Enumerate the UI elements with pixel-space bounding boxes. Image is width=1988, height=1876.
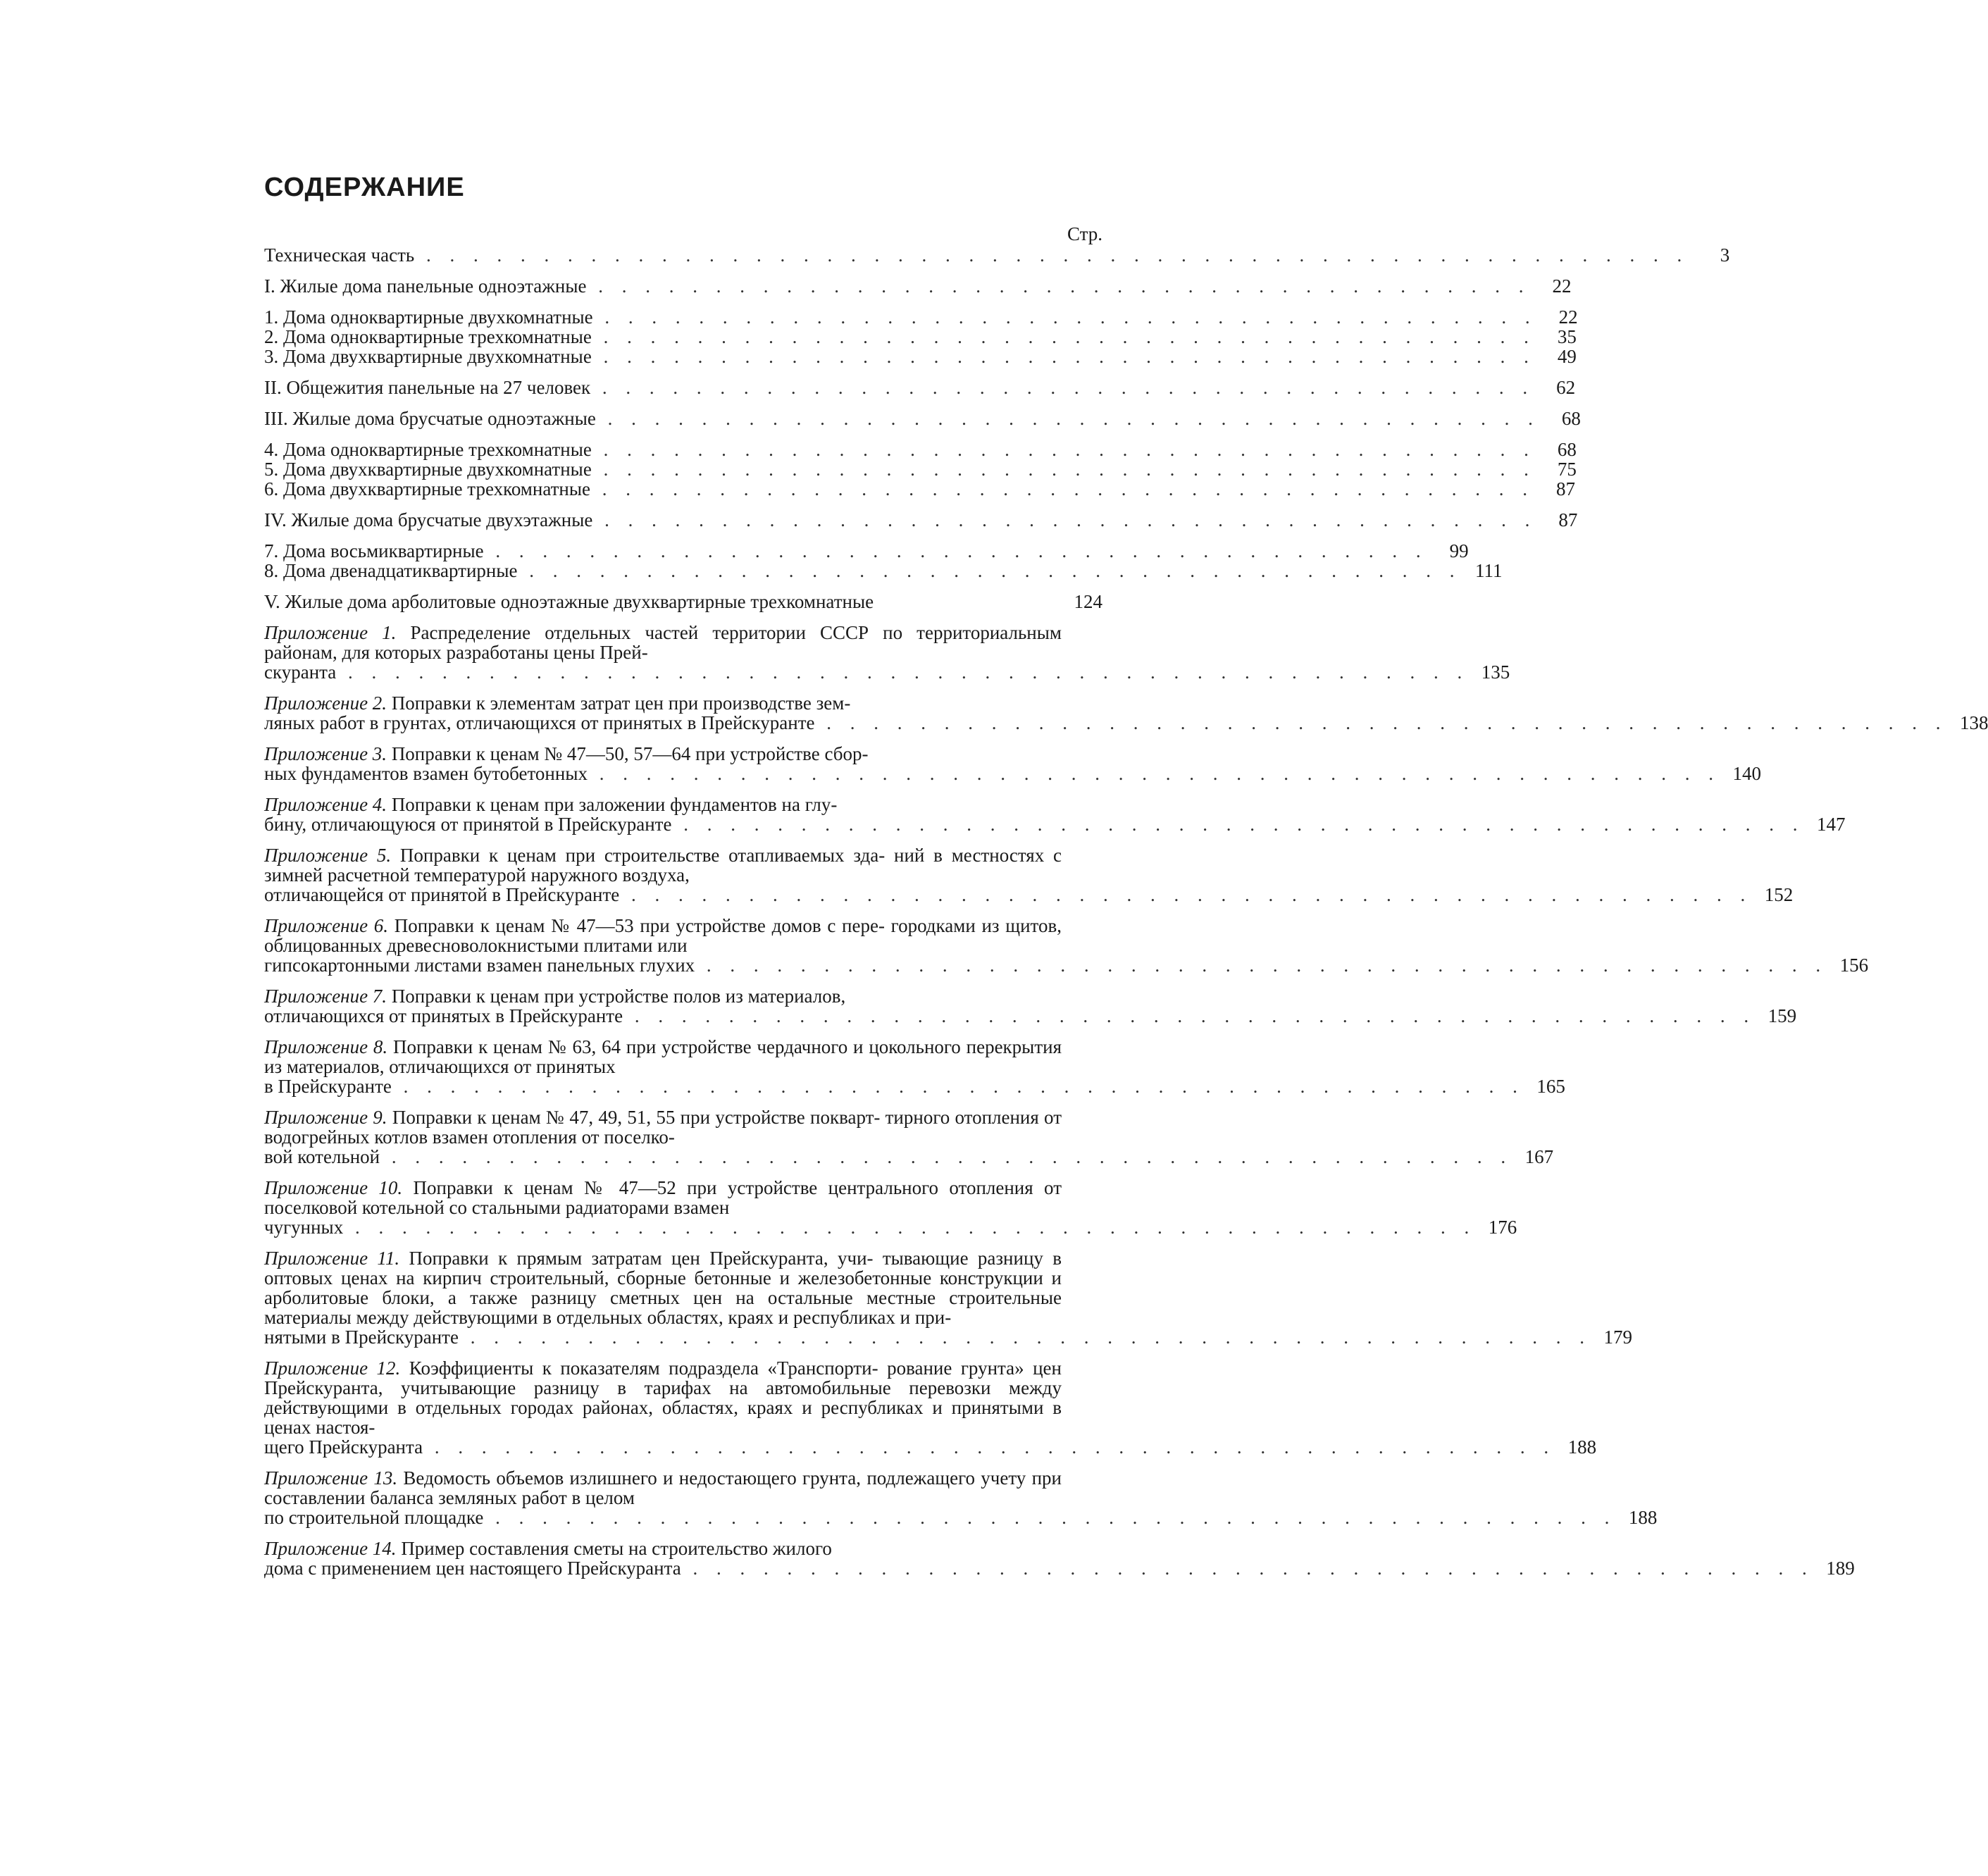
- appendix-label: Приложение 9.: [264, 1107, 387, 1128]
- toc-entry: 1. Дома одноквартирные двухкомнатные . . . . . . . . . . . . . . . . . . . . . . . . . . . . . . . . . . . . . . . . 22: [264, 306, 1578, 328]
- toc-entry-page: 68: [1561, 408, 1581, 429]
- toc-entry-text: 4. Дома одноквартирные трехкомнатные: [264, 439, 592, 460]
- appendix-text: Поправки к ценам № 47—52 при устройстве центрального отопления от поселковой котельной со стальными радиаторами взамен: [264, 1177, 1062, 1218]
- appendix-last-line: гипсокартонными листами взамен панельных глухих . . . . . . . . . . . . . . . . . . . . . . . . . . . . . . . . . . . . . . . . . . . . . . . . 156: [264, 955, 1869, 976]
- appendix-page: 179: [1603, 1327, 1632, 1348]
- appendix-page: 135: [1481, 661, 1510, 683]
- toc-page: [264, 173, 1988, 1589]
- appendix-last-line: вой котельной . . . . . . . . . . . . . . . . . . . . . . . . . . . . . . . . . . . . . . . . . . . . . . . . 167: [264, 1146, 1554, 1167]
- toc-entry-page: 87: [1558, 509, 1578, 530]
- appendix-page: 156: [1839, 955, 1869, 976]
- toc-entry-text: V. Жилые дома арболитовые одноэтажные двухквартирные трехкомнатные: [264, 591, 874, 612]
- appendix-body: [264, 1178, 1062, 1217]
- appendix-body: [264, 986, 1062, 1006]
- appendix-text: Пример составления сметы на строительство жилого: [401, 1538, 832, 1559]
- appendix-entry: [264, 915, 1869, 976]
- appendix-tail-text: нятыми в Прейскуранте: [264, 1327, 459, 1348]
- appendix-label: Приложение 4.: [264, 794, 387, 815]
- toc-entry-page: 99: [1449, 540, 1469, 561]
- appendix-tail-text: чугунных: [264, 1217, 344, 1238]
- toc-entry-page: 22: [1552, 275, 1572, 297]
- appendix-label: Приложение 14.: [264, 1538, 397, 1559]
- toc-list: [264, 244, 1988, 1589]
- page-title: СОДЕРЖАНИЕ: [264, 173, 465, 202]
- appendix-tail-text: бину, отличающуюся от принятой в Прейскуранте: [264, 814, 672, 835]
- appendix-body: [264, 916, 1062, 955]
- appendix-text: Распределение отдельных частей территории СССР по территориальным районам, для которых разработаны цены Прей-: [264, 622, 1062, 663]
- appendix-label: Приложение 6.: [264, 915, 389, 936]
- toc-entry-text: 5. Дома двухквартирные двухкомнатные: [264, 459, 592, 480]
- appendix-label: Приложение 3.: [264, 743, 387, 764]
- appendix-body: [264, 845, 1062, 885]
- appendix-text: Поправки к ценам № 47, 49, 51, 55 при устройстве покварт- тирного отопления от водогрейных котлов взамен отопления от поселко-: [264, 1107, 1062, 1148]
- appendix-entry: [264, 1538, 1855, 1579]
- appendix-body: [264, 623, 1062, 662]
- appendix-tail-text: дома с применением цен настоящего Прейскуранта: [264, 1558, 681, 1579]
- appendix-page: 176: [1488, 1217, 1517, 1238]
- appendix-page: 165: [1536, 1076, 1565, 1097]
- appendix-last-line: дома с применением цен настоящего Прейскуранта . . . . . . . . . . . . . . . . . . . . . . . . . . . . . . . . . . . . . . . . . . . . . . . . 189: [264, 1558, 1855, 1579]
- appendix-tail-text: щего Прейскуранта: [264, 1436, 423, 1458]
- appendix-label: Приложение 7.: [264, 986, 387, 1007]
- appendix-entry: [264, 1467, 1658, 1528]
- toc-entry: 7. Дома восьмиквартирные . . . . . . . . . . . . . . . . . . . . . . . . . . . . . . . . . . . . . . . . 99: [264, 540, 1469, 561]
- toc-entry-page: 68: [1557, 439, 1577, 460]
- appendix-page: 147: [1816, 814, 1846, 835]
- appendix-page: 152: [1764, 884, 1794, 905]
- appendix-text: Поправки к прямым затратам цен Прейскуранта, учи- тывающие разницу в оптовых ценах на кирпич строительный, сборные бетонные и железобетонные конструкции и арболитовые блоки, а также разницу сметных цен на остальные местные строительные материалы между действующими в отдельных областях, краях и республиках и при-: [264, 1248, 1062, 1328]
- toc-entry-text: 2. Дома одноквартирные трехкомнатные: [264, 326, 592, 347]
- appendix-text: Коэффициенты к показателям подраздела «Транспорти- рование грунта» цен Прейскуранта, учитывающие разницу в тарифах на автомобильные перевозки между действующими в отдельных городах районах, областях, краях и республиках и принятыми в ценах настоя-: [264, 1358, 1062, 1438]
- toc-entry-page: 124: [1074, 591, 1102, 612]
- appendix-label: Приложение 5.: [264, 845, 392, 866]
- appendix-tail-text: отличающейся от принятой в Прейскуранте: [264, 884, 620, 905]
- appendix-label: Приложение 11.: [264, 1248, 400, 1269]
- appendix-last-line: ных фундаментов взамен бутобетонных . . . . . . . . . . . . . . . . . . . . . . . . . . . . . . . . . . . . . . . . . . . . . . . . 140: [264, 763, 1761, 784]
- appendix-body: [264, 693, 1062, 713]
- appendix-last-line: по строительной площадке . . . . . . . . . . . . . . . . . . . . . . . . . . . . . . . . . . . . . . . . . . . . . . . . 188: [264, 1507, 1658, 1528]
- appendix-body: [264, 795, 1062, 814]
- appendix-entry: [264, 986, 1797, 1026]
- toc-section: [264, 592, 1102, 611]
- appendix-body: [264, 1468, 1062, 1508]
- toc-entry-page: 75: [1557, 459, 1577, 480]
- appendix-last-line: нятыми в Прейскуранте . . . . . . . . . . . . . . . . . . . . . . . . . . . . . . . . . . . . . . . . . . . . . . . . 179: [264, 1327, 1632, 1348]
- toc-entry: 5. Дома двухквартирные двухкомнатные . . . . . . . . . . . . . . . . . . . . . . . . . . . . . . . . . . . . . . . . 75: [264, 459, 1577, 480]
- toc-entry-text: 1. Дома одноквартирные двухкомнатные: [264, 306, 593, 328]
- toc-entry-text: 7. Дома восьмиквартирные: [264, 540, 484, 561]
- appendix-body: [264, 1107, 1062, 1147]
- appendix-text: Поправки к ценам № 47—53 при устройстве домов с пере- городками из щитов, облицованных древесноволокнистыми плитами или: [264, 915, 1062, 956]
- appendix-last-line: ляных работ в грунтах, отличающихся от принятых в Прейскуранте . . . . . . . . . . . . . . . . . . . . . . . . . . . . . . . . . . . . . . . . . . . . . . . . 138: [264, 712, 1988, 733]
- appendix-tail-text: ляных работ в грунтах, отличающихся от принятых в Прейскуранте: [264, 712, 815, 733]
- toc-section: III. Жилые дома брусчатые одноэтажные . . . . . . . . . . . . . . . . . . . . . . . . . . . . . . . . . . . . . . . . 68: [264, 408, 1581, 429]
- appendix-tail-text: в Прейскуранте: [264, 1076, 392, 1097]
- toc-entry-page: 87: [1556, 478, 1575, 499]
- toc-entry-text: 6. Дома двухквартирные трехкомнатные: [264, 478, 590, 499]
- toc-section: I. Жилые дома панельные одноэтажные . . . . . . . . . . . . . . . . . . . . . . . . . . . . . . . . . . . . . . . . 22: [264, 275, 1572, 297]
- toc-entry-text: 8. Дома двенадцатиквартирные: [264, 560, 518, 581]
- toc-section: II. Общежития панельные на 27 человек . . . . . . . . . . . . . . . . . . . . . . . . . . . . . . . . . . . . . . . . 62: [264, 377, 1576, 398]
- appendix-tail-text: скуранта: [264, 661, 337, 683]
- appendix-label: Приложение 2.: [264, 692, 387, 714]
- appendix-label: Приложение 13.: [264, 1467, 398, 1489]
- appendix-entry: [264, 845, 1794, 905]
- appendix-last-line: скуранта . . . . . . . . . . . . . . . . . . . . . . . . . . . . . . . . . . . . . . . . . . . . . . . . 135: [264, 661, 1510, 683]
- appendix-entry: [264, 692, 1988, 733]
- appendix-entry: [264, 1107, 1554, 1167]
- appendix-page: 188: [1628, 1507, 1658, 1528]
- appendix-body: [264, 1037, 1062, 1076]
- appendix-tail-text: по строительной площадке: [264, 1507, 484, 1528]
- appendix-last-line: в Прейскуранте . . . . . . . . . . . . . . . . . . . . . . . . . . . . . . . . . . . . . . . . . . . . . . . . 165: [264, 1076, 1565, 1097]
- toc-entry: 8. Дома двенадцатиквартирные . . . . . . . . . . . . . . . . . . . . . . . . . . . . . . . . . . . . . . . . 111: [264, 560, 1503, 581]
- appendix-last-line: щего Прейскуранта . . . . . . . . . . . . . . . . . . . . . . . . . . . . . . . . . . . . . . . . . . . . . . . . 188: [264, 1436, 1597, 1458]
- appendix-tail-text: отличающихся от принятых в Прейскуранте: [264, 1005, 623, 1026]
- appendix-entry: [264, 1177, 1517, 1238]
- page-column-header: Стр.: [1067, 223, 1102, 244]
- toc-entry-page: 49: [1557, 346, 1577, 367]
- toc-entry-page: 3: [1720, 244, 1730, 266]
- toc-entry-text: IV. Жилые дома брусчатые двухэтажные: [264, 509, 593, 530]
- appendix-text: Поправки к ценам № 47—50, 57—64 при устройстве сбор-: [391, 743, 869, 764]
- appendix-body: [264, 1358, 1062, 1437]
- appendix-text: Поправки к элементам затрат цен при производстве зем-: [391, 692, 851, 714]
- appendix-page: 189: [1826, 1558, 1855, 1579]
- appendix-entry: [264, 1358, 1597, 1458]
- appendix-list: [264, 622, 1988, 1589]
- appendix-text: Поправки к ценам при строительстве отапливаемых зда- ний в местностях с зимней расчетной температурой наружного воздуха,: [264, 845, 1062, 886]
- toc-entry: 3. Дома двухквартирные двухкомнатные . . . . . . . . . . . . . . . . . . . . . . . . . . . . . . . . . . . . . . . . 49: [264, 346, 1577, 367]
- appendix-label: Приложение 12.: [264, 1358, 401, 1379]
- appendix-text: Поправки к ценам при устройстве полов из материалов,: [391, 986, 846, 1007]
- appendix-tail-text: гипсокартонными листами взамен панельных глухих: [264, 955, 695, 976]
- toc-entry-text: I. Жилые дома панельные одноэтажные: [264, 275, 587, 297]
- appendix-page: 138: [1959, 712, 1988, 733]
- appendix-entry: [264, 1248, 1632, 1348]
- toc-entry-text: 3. Дома двухквартирные двухкомнатные: [264, 346, 592, 367]
- appendix-entry: [264, 794, 1846, 835]
- appendix-text: Ведомость объемов излишнего и недостающего грунта, подлежащего учету при составлении баланса земляных работ в целом: [264, 1467, 1062, 1508]
- appendix-page: 159: [1768, 1005, 1797, 1026]
- toc-entry-page: 111: [1474, 560, 1503, 581]
- appendix-last-line: бину, отличающуюся от принятой в Прейскуранте . . . . . . . . . . . . . . . . . . . . . . . . . . . . . . . . . . . . . . . . . . . . . . . . 147: [264, 814, 1846, 835]
- appendix-tail-text: ных фундаментов взамен бутобетонных: [264, 763, 588, 784]
- appendix-label: Приложение 1.: [264, 622, 397, 643]
- appendix-label: Приложение 8.: [264, 1036, 388, 1057]
- toc-entry: 2. Дома одноквартирные трехкомнатные . . . . . . . . . . . . . . . . . . . . . . . . . . . . . . . . . . . . . . . . 35: [264, 326, 1577, 347]
- appendix-entry: [264, 743, 1761, 784]
- appendix-page: 140: [1732, 763, 1761, 784]
- toc-entry: 4. Дома одноквартирные трехкомнатные . . . . . . . . . . . . . . . . . . . . . . . . . . . . . . . . . . . . . . . . 68: [264, 439, 1577, 460]
- appendix-last-line: отличающихся от принятых в Прейскуранте . . . . . . . . . . . . . . . . . . . . . . . . . . . . . . . . . . . . . . . . . . . . . . . . 159: [264, 1005, 1797, 1026]
- appendix-last-line: чугунных . . . . . . . . . . . . . . . . . . . . . . . . . . . . . . . . . . . . . . . . . . . . . . . . 176: [264, 1217, 1517, 1238]
- toc-entry: Техническая часть . . . . . . . . . . . . . . . . . . . . . . . . . . . . . . . . . . . . . . . . . . . . . . . . . . . . . . 3: [264, 244, 1730, 266]
- toc-entry: 6. Дома двухквартирные трехкомнатные . . . . . . . . . . . . . . . . . . . . . . . . . . . . . . . . . . . . . . . . 87: [264, 478, 1575, 499]
- toc-entry-page: 35: [1557, 326, 1577, 347]
- toc-entry-text: III. Жилые дома брусчатые одноэтажные: [264, 408, 596, 429]
- appendix-body: [264, 1248, 1062, 1327]
- toc-entry-text: Техническая часть: [264, 244, 415, 266]
- appendix-body: [264, 1539, 1062, 1558]
- toc-entry-page: 22: [1558, 306, 1578, 328]
- appendix-last-line: отличающейся от принятой в Прейскуранте . . . . . . . . . . . . . . . . . . . . . . . . . . . . . . . . . . . . . . . . . . . . . . . . 152: [264, 884, 1794, 905]
- appendix-text: Поправки к ценам № 63, 64 при устройстве чердачного и цокольного перекрытия из материалов, отличающихся от принятых: [264, 1036, 1062, 1077]
- toc-section: IV. Жилые дома брусчатые двухэтажные . . . . . . . . . . . . . . . . . . . . . . . . . . . . . . . . . . . . . . . . 87: [264, 509, 1578, 530]
- appendix-body: [264, 744, 1062, 764]
- appendix-page: 188: [1567, 1436, 1597, 1458]
- appendix-entry: [264, 1036, 1565, 1097]
- toc-entry-page: 62: [1556, 377, 1576, 398]
- appendix-entry: [264, 622, 1510, 683]
- appendix-tail-text: вой котельной: [264, 1146, 380, 1167]
- appendix-text: Поправки к ценам при заложении фундаментов на глу-: [391, 794, 838, 815]
- appendix-page: 167: [1524, 1146, 1554, 1167]
- appendix-label: Приложение 10.: [264, 1177, 403, 1198]
- toc-entry-text: II. Общежития панельные на 27 человек: [264, 377, 591, 398]
